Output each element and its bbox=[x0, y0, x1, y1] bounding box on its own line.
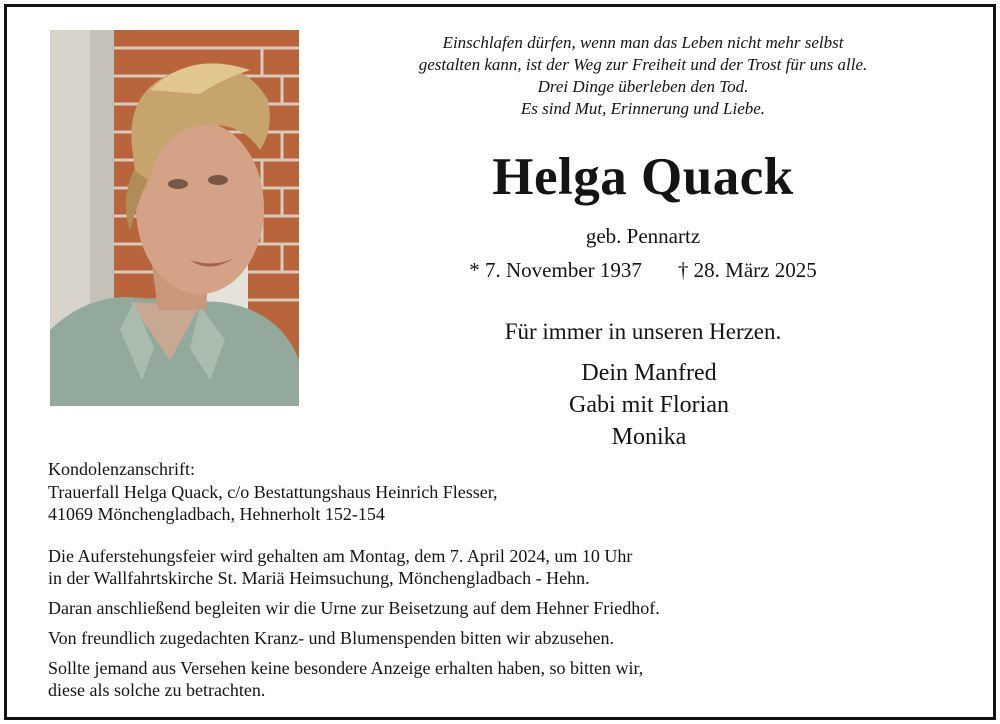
portrait-photo bbox=[50, 30, 299, 406]
life-dates bbox=[340, 257, 946, 283]
family-member: Gabi mit Florian bbox=[569, 392, 729, 418]
quote-line: Einschlafen dürfen, wenn man das Leben nicht mehr selbst bbox=[442, 33, 844, 52]
condolence-line: Trauerfall Helga Quack, c/o Bestattungshaus Heinrich Flesser, bbox=[48, 481, 498, 502]
quote-line: gestalten kann, ist der Weg zur Freiheit und der Trost für uns alle. bbox=[418, 55, 868, 74]
ceremony-text: in der Wallfahrtskirche St. Mariä Heimsuchung, Mönchengladbach - Hehn. bbox=[48, 568, 590, 588]
death-date: † 28. März 2025 bbox=[677, 258, 817, 282]
burial-text: Daran anschließend begleiten wir die Urne zur Beisetzung auf dem Hehner Friedhof. bbox=[48, 598, 660, 618]
quote-line: Drei Dinge überleben den Tod. bbox=[537, 77, 749, 96]
family-member: Dein Manfred bbox=[581, 360, 717, 386]
condolence-address bbox=[48, 458, 498, 526]
condolence-line: 41069 Mönchengladbach, Hehnerholt 152-154 bbox=[48, 504, 385, 524]
quote-line: Es sind Mut, Erinnerung und Liebe. bbox=[520, 99, 766, 118]
birth-date: * 7. November 1937 bbox=[469, 258, 642, 282]
ceremony-text: Die Auferstehungsfeier wird gehalten am Montag, dem 7. April 2024, um 10 Uhr bbox=[48, 546, 633, 566]
flowers-text: Von freundlich zugedachten Kranz- und Blumenspenden bitten wir abzusehen. bbox=[48, 628, 614, 648]
closing-text: Sollte jemand aus Versehen keine besondere Anzeige erhalten haben, so bitten wir, bbox=[48, 658, 644, 678]
family-member: Monika bbox=[611, 424, 687, 450]
deceased-name: Helga Quack bbox=[492, 148, 794, 206]
motto: Für immer in unseren Herzen. bbox=[504, 319, 782, 344]
memorial-quote bbox=[340, 32, 946, 120]
condolence-label: Kondolenzanschrift: bbox=[48, 459, 195, 479]
closing-text: diese als solche zu betrachten. bbox=[48, 680, 266, 700]
funeral-notice bbox=[48, 545, 948, 709]
birth-name: geb. Pennartz bbox=[585, 224, 701, 248]
family-list bbox=[340, 357, 958, 453]
